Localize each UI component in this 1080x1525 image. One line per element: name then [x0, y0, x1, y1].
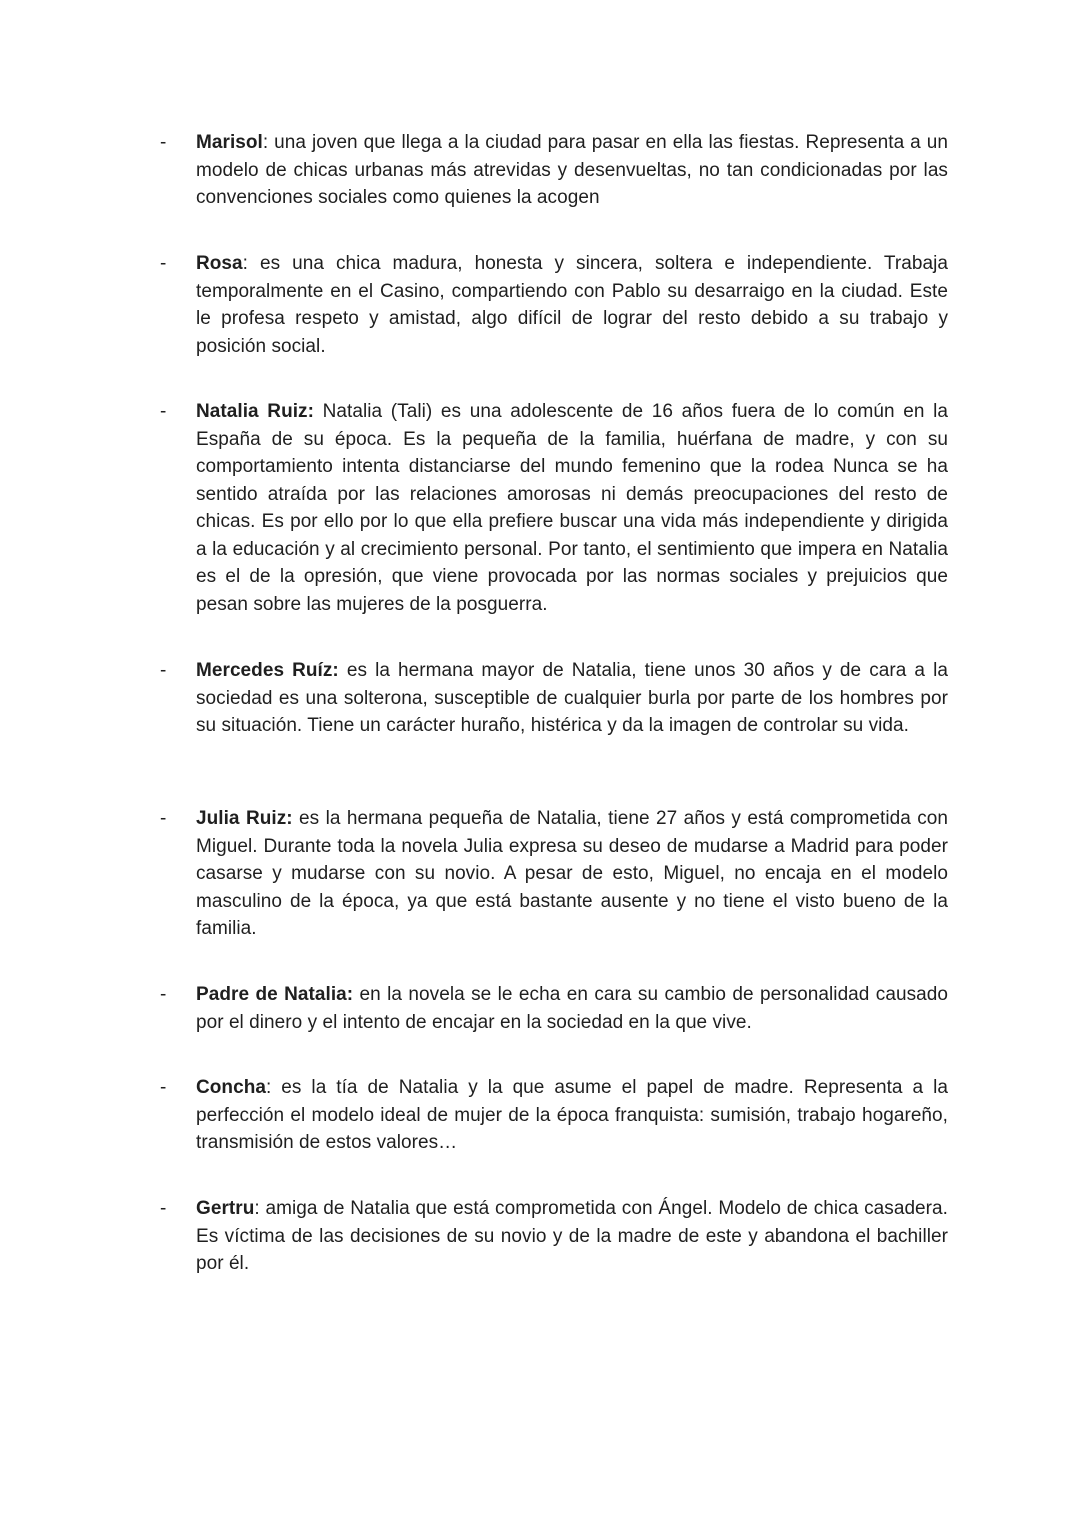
character-description: Natalia (Tali) es una adolescente de 16 años fuera de lo común en la España de su época. Es la pequeña de la familia, huérfana de madre, y con su comportamiento intenta distanciarse del mundo femenino que la rodea Nunca se ha sentido atraída por las relaciones amorosas ni demás preocupaciones del resto de chicas. Es por ello por lo que ella prefiere buscar una vida más independiente y dirigida a la educación y al crecimiento personal. Por tanto, el sentimiento que impera en Natalia es el de la opresión, que viene provocada por las normas sociales y prejuicios que pesan sobre las mujeres de la posguerra.	[196, 401, 949, 615]
entry-paragraph	[196, 1195, 948, 1278]
character-description: : es la tía de Natalia y la que asume el papel de madre. Representa a la perfección el modelo ideal de mujer de la época franquista: sumisión, trabajo hogareño, transmisión de estos valores…	[196, 1077, 948, 1153]
bullet-dash: -	[160, 253, 167, 274]
bullet-dash: -	[160, 660, 167, 681]
bullet-dash: -	[160, 1198, 167, 1219]
entry-paragraph	[196, 1074, 948, 1157]
entry-paragraph	[196, 981, 948, 1036]
character-name: Natalia Ruiz:	[196, 401, 314, 422]
character-description: : es una chica madura, honesta y sincera, soltera e independiente. Trabaja temporalmente en el Casino, compartiendo con Pablo su desarraigo en la ciudad. Este le profesa respeto y amistad, algo difícil de lograr del resto debido a su trabajo y posición social.	[196, 253, 948, 357]
character-name: Marisol	[196, 132, 263, 153]
entry-paragraph	[196, 250, 948, 360]
bullet-dash: -	[160, 1077, 167, 1098]
character-name: Mercedes Ruíz:	[196, 660, 339, 681]
bullet-dash: -	[160, 132, 167, 153]
character-description: en la novela se le echa en cara su cambio de personalidad causado por el dinero y el intento de encajar en la sociedad en la que vive.	[196, 984, 948, 1033]
character-description: : amiga de Natalia que está comprometida con Ángel. Modelo de chica casadera. Es víctima de las decisiones de su novio y de la madre de este y abandona el bachiller por él.	[196, 1198, 948, 1274]
character-description: es la hermana mayor de Natalia, tiene unos 30 años y de cara a la sociedad es una solterona, susceptible de cualquier burla por parte de los hombres por su situación. Tiene un carácter huraño, histérica y da la imagen de controlar su vida.	[196, 660, 948, 736]
bullet-dash: -	[160, 401, 167, 422]
character-name: Padre de Natalia:	[196, 984, 354, 1005]
character-description: : una joven que llega a la ciudad para pasar en ella las fiestas. Representa a un modelo de chicas urbanas más atrevidas y desenvueltas, no tan condicionadas por las convenciones sociales como quienes la acogen	[196, 132, 948, 208]
bullet-dash: -	[160, 808, 167, 829]
character-name: Julia Ruiz:	[196, 808, 293, 829]
entry-paragraph	[196, 129, 948, 212]
character-name: Concha	[196, 1077, 266, 1098]
character-name: Rosa	[196, 253, 243, 274]
entry-paragraph	[196, 657, 948, 740]
entry-paragraph	[196, 805, 948, 943]
character-name: Gertru	[196, 1198, 255, 1219]
bullet-dash: -	[160, 984, 167, 1005]
character-description: es la hermana pequeña de Natalia, tiene 27 años y está comprometida con Miguel. Durante toda la novela Julia expresa su deseo de mudarse a Madrid para poder casarse y mudarse con su novio. A pesar de esto, Miguel, no encaja en el modelo masculino de la época, ya que está bastante ausente y no tiene el visto bueno de la familia.	[196, 808, 948, 939]
entry-paragraph	[196, 398, 948, 618]
